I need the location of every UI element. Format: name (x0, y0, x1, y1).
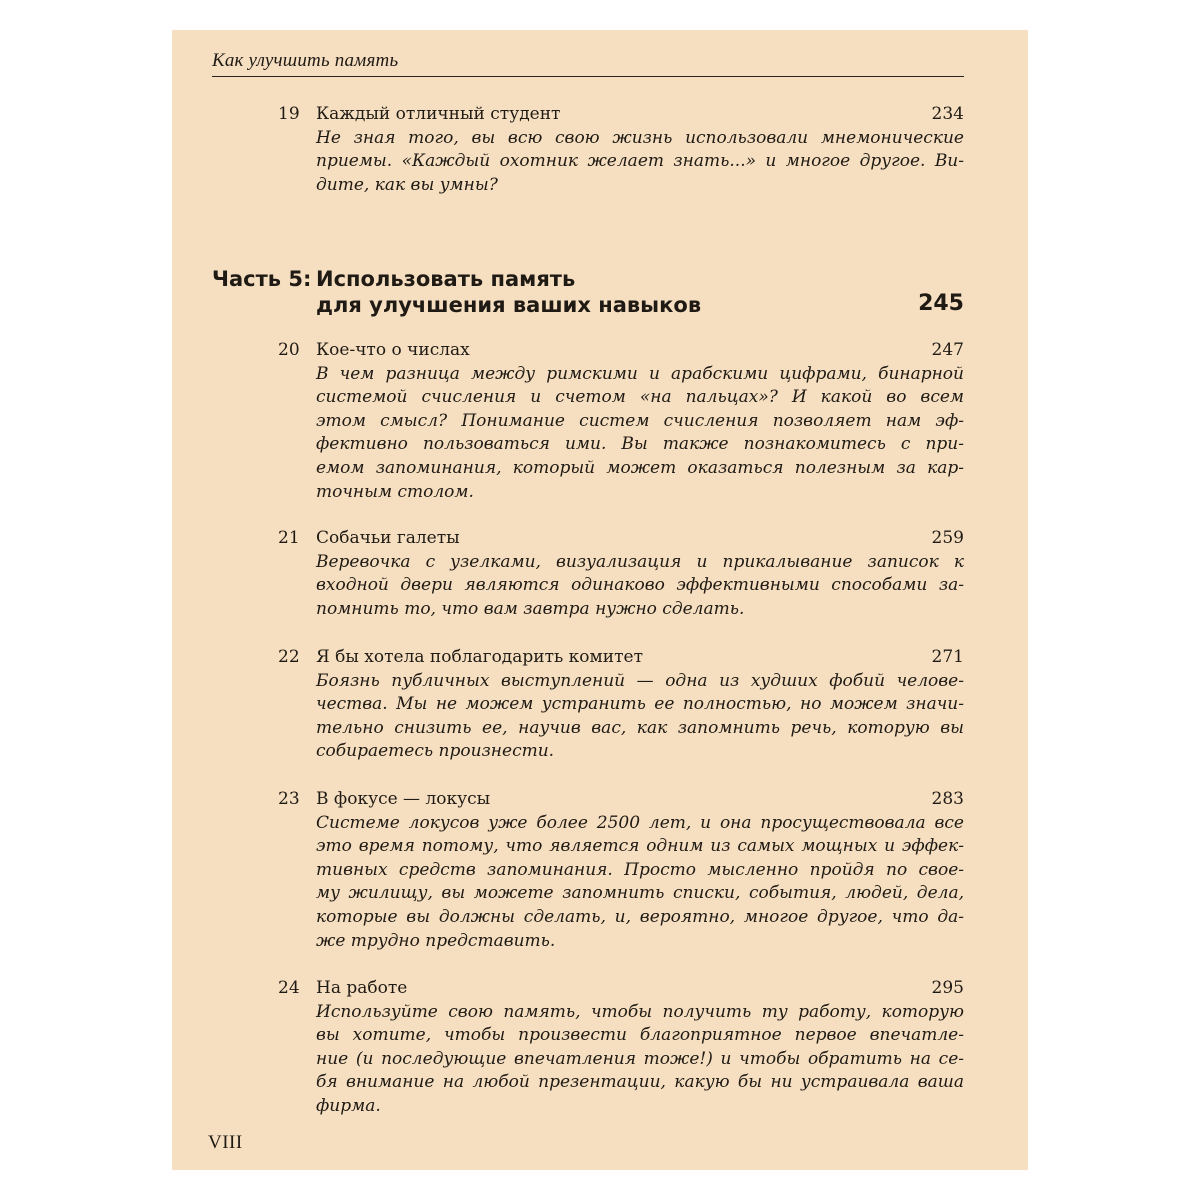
entry-header (278, 103, 964, 127)
part-page-number: 245 (918, 291, 964, 316)
entry-header (278, 339, 964, 363)
description-line: которые вы должны сделать, и, вероятно, многое другое, что да- (316, 906, 964, 927)
description-line: этом смысл? Понимание систем счисления позволяет нам эф- (316, 410, 964, 431)
description-line: емом запоминания, который может оказаться полезным за кар- (316, 457, 964, 478)
chapter-description (316, 551, 964, 622)
toc-entry-23 (278, 788, 964, 953)
entry-header (278, 527, 964, 551)
entry-header (278, 646, 964, 670)
description-line: помнить то, что вам завтра нужно сделать. (316, 598, 745, 619)
description-line: му жилищу, вы можете запомнить списки, события, людей, дела, (316, 883, 964, 904)
page-number: 234 (931, 104, 964, 124)
description-line: чества. Мы не можем устранить ее полностью, но можем значи- (316, 694, 964, 715)
chapter-description (316, 670, 964, 764)
page-folio: VIII (208, 1132, 243, 1153)
description-line: системой счисления и счетом «на пальцах»? И какой во всем (316, 387, 964, 408)
chapter-number: 23 (278, 789, 300, 809)
description-line: Веревочка с узелками, визуализация и прикалывание записок к (316, 551, 964, 572)
part-label: Часть 5: (212, 267, 312, 291)
description-line: вы хотите, чтобы произвести благоприятное первое впечатле- (316, 1025, 964, 1046)
entry-header (278, 788, 964, 812)
toc-entry-24 (278, 977, 964, 1119)
chapter-title: В фокусе — локусы (316, 789, 491, 809)
description-line: Используйте свою память, чтобы получить ту работу, которую (316, 1001, 964, 1022)
entry-header (278, 977, 964, 1001)
description-line: Боязнь публичных выступлений — одна из худших фобий челове- (316, 670, 964, 691)
part-title-line: для улучшения ваших навыков (316, 293, 702, 317)
chapter-description (316, 127, 964, 198)
chapter-description (316, 1001, 964, 1119)
toc-entry-20 (278, 339, 964, 504)
part-title (316, 266, 876, 318)
toc-entry-19 (278, 103, 964, 197)
chapter-title: Собачьи галеты (316, 528, 460, 548)
description-line: дите, как вы умны? (316, 174, 498, 195)
chapter-title: Я бы хотела поблагодарить комитет (316, 647, 643, 667)
description-line: бя внимание на любой презентации, какую бы ни устраивала ваша (316, 1072, 964, 1093)
description-line: Системе локусов уже более 2500 лет, и она просуществовала все (316, 812, 964, 833)
page-number: 247 (931, 340, 964, 360)
description-line: точным столом. (316, 481, 474, 502)
description-line: В чем разница между римскими и арабскими цифрами, бинарной (316, 363, 964, 384)
description-line: фективно пользоваться ими. Вы также познакомитесь с при- (316, 434, 964, 455)
toc-entry-22 (278, 646, 964, 764)
chapter-title: Каждый отличный студент (316, 104, 561, 124)
page-number: 259 (931, 528, 964, 548)
chapter-number: 24 (278, 978, 300, 998)
description-line: фирма. (316, 1095, 381, 1116)
description-line: входной двери являются одинаково эффективными способами за- (316, 575, 964, 596)
chapter-description (316, 363, 964, 505)
page-number: 283 (931, 789, 964, 809)
description-line: тельно снизить ее, научив вас, как запомнить речь, которую вы (316, 717, 964, 738)
chapter-number: 20 (278, 340, 300, 360)
chapter-title: На работе (316, 978, 408, 998)
description-line: ние (и последующие впечатления тоже!) и чтобы обратить на се- (316, 1048, 964, 1069)
toc-entry-21 (278, 527, 964, 621)
chapter-title: Кое-что о числах (316, 340, 470, 360)
chapter-number: 22 (278, 647, 300, 667)
description-line: Не зная того, вы всю свою жизнь использовали мнемонические (316, 127, 964, 148)
chapter-number: 21 (278, 528, 300, 548)
description-line: приемы. «Каждый охотник желает знать...» и многое другое. Ви- (316, 151, 964, 172)
running-head: Как улучшить память (212, 48, 964, 77)
part-title-line: Использовать память (316, 267, 576, 291)
description-line: это время потому, что является одним из самых мощных и эффек- (316, 836, 964, 857)
description-line: тивных средств запоминания. Просто мысленно пройдя по свое- (316, 859, 964, 880)
page-number: 271 (931, 647, 964, 667)
description-line: собираетесь произнести. (316, 741, 555, 762)
chapter-number: 19 (278, 104, 300, 124)
page-number: 295 (931, 978, 964, 998)
book-page (172, 30, 1028, 1170)
chapter-description (316, 812, 964, 954)
description-line: же трудно представить. (316, 930, 556, 951)
